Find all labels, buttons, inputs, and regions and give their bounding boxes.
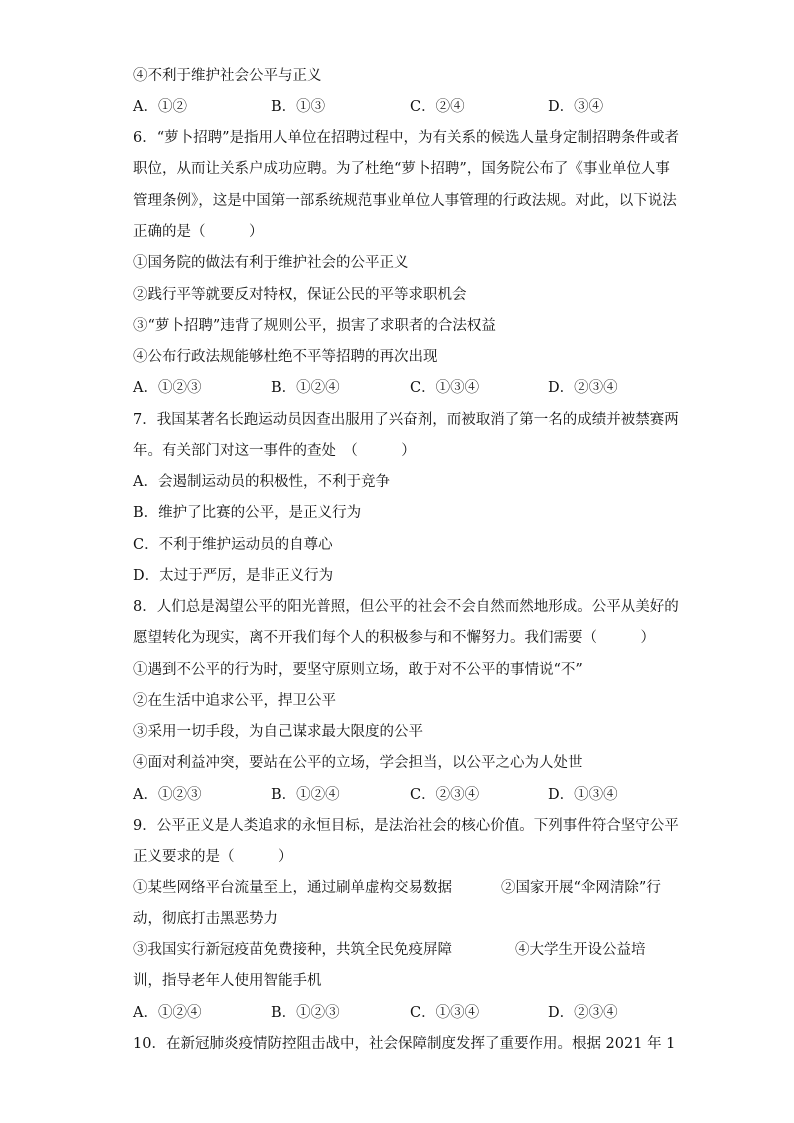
q6-stem-line-1: 6．“萝卜招聘”是指用人单位在招聘过程中，为有关系的候选人量身定制招聘条件或者 — [133, 130, 680, 146]
q6-option-a[interactable]: A．①②③ — [133, 380, 202, 396]
q9-options — [133, 1003, 693, 1023]
q9-statement-row-1 — [133, 878, 693, 898]
q9-statement-row-2 — [133, 940, 693, 960]
q7-option-c[interactable]: C．不利于维护运动员的自尊心 — [133, 537, 333, 553]
q8-stem-line-2: 愿望转化为现实，离不开我们每个人的积极参与和不懈努力。我们需要（ ） — [133, 630, 655, 646]
q6-stem-line-4: 正确的是（ ） — [133, 224, 264, 240]
q8-option-d[interactable]: D．①③④ — [548, 787, 618, 803]
q7-stem-line-2: 年。有关部门对这一事件的查处 （ ） — [133, 443, 416, 459]
q8-options — [133, 785, 693, 805]
q9-statement-3: ③我国实行新冠疫苗免费接种，共筑全民免疫屏障 — [133, 942, 452, 958]
q6-stem-line-3: 管理条例》，这是中国第一部系统规范事业单位人事管理的行政法规。对此，以下说法 — [133, 193, 677, 209]
q5-statement-4: ④不利于维护社会公平与正义 — [133, 68, 322, 84]
q8-statement-2: ②在生活中追求公平，捍卫公平 — [133, 693, 336, 709]
q5-option-c[interactable]: C．②④ — [410, 99, 465, 115]
q5-options — [133, 97, 693, 117]
q7-option-b[interactable]: B．维护了比赛的公平，是正义行为 — [133, 505, 362, 521]
q5-option-a[interactable]: A．①② — [133, 99, 187, 115]
q8-option-b[interactable]: B．①②④ — [271, 787, 340, 803]
q6-option-b[interactable]: B．①②④ — [271, 380, 340, 396]
q9-statement-1: ①某些网络平台流量至上，通过刷单虚构交易数据 — [133, 880, 452, 896]
q8-statement-3: ③采用一切手段，为自己谋求最大限度的公平 — [133, 724, 423, 740]
q8-statement-4: ④面对利益冲突，要站在公平的立场，学会担当，以公平之心为人处世 — [133, 755, 583, 771]
q9-statement-2-cont: 动，彻底打击黑恶势力 — [133, 911, 278, 927]
q9-stem-line-2: 正义要求的是（ ） — [133, 849, 293, 865]
q9-stem-line-1: 9．公平正义是人类追求的永恒目标，是法治社会的核心价值。下列事件符合坚守公平 — [133, 818, 679, 834]
q5-option-b[interactable]: B．①③ — [271, 99, 326, 115]
q6-stem-line-2: 职位，从而让关系户成功应聘。为了杜绝“萝卜招聘”，国务院公布了《事业单位人事 — [133, 161, 670, 177]
q6-statement-2: ②践行平等就要反对特权，保证公民的平等求职机会 — [133, 287, 467, 303]
q8-option-c[interactable]: C．②③④ — [410, 787, 480, 803]
q9-statement-4: ④大学生开设公益培 — [515, 942, 646, 958]
q7-option-a[interactable]: A．会遏制运动员的积极性，不利于竞争 — [133, 474, 390, 490]
q6-statement-3: ③“萝卜招聘”违背了规则公平，损害了求职者的合法权益 — [133, 318, 496, 334]
q9-statement-2: ②国家开展“伞网清除”行 — [501, 880, 661, 896]
q8-statement-1: ①遇到不公平的行为时，要坚守原则立场，敢于对不公平的事情说“不” — [133, 662, 583, 678]
q6-option-c[interactable]: C．①③④ — [410, 380, 480, 396]
q9-statement-4-cont: 训，指导老年人使用智能手机 — [133, 973, 322, 989]
q9-option-b[interactable]: B．①②③ — [271, 1005, 340, 1021]
q6-options — [133, 378, 693, 398]
q7-stem-line-1: 7．我国某著名长跑运动员因查出服用了兴奋剂，而被取消了第一名的成绩并被禁赛两 — [133, 412, 679, 428]
q5-option-d[interactable]: D．③④ — [548, 99, 604, 115]
q9-option-a[interactable]: A．①②④ — [133, 1005, 202, 1021]
q7-option-d[interactable]: D．太过于严厉，是非正义行为 — [133, 568, 334, 584]
q9-option-c[interactable]: C．①③④ — [410, 1005, 480, 1021]
q8-stem-line-1: 8．人们总是渴望公平的阳光普照，但公平的社会不会自然而然地形成。公平从美好的 — [133, 599, 679, 615]
q6-statement-4: ④公布行政法规能够杜绝不平等招聘的再次出现 — [133, 349, 438, 365]
q10-stem-line-1: 10．在新冠肺炎疫情防控阻击战中，社会保障制度发挥了重要作用。根据 2021 年 1 — [133, 1036, 676, 1052]
q8-option-a[interactable]: A．①②③ — [133, 787, 202, 803]
q9-option-d[interactable]: D．②③④ — [548, 1005, 618, 1021]
q6-option-d[interactable]: D．②③④ — [548, 380, 618, 396]
q6-statement-1: ①国务院的做法有利于维护社会的公平正义 — [133, 255, 409, 271]
